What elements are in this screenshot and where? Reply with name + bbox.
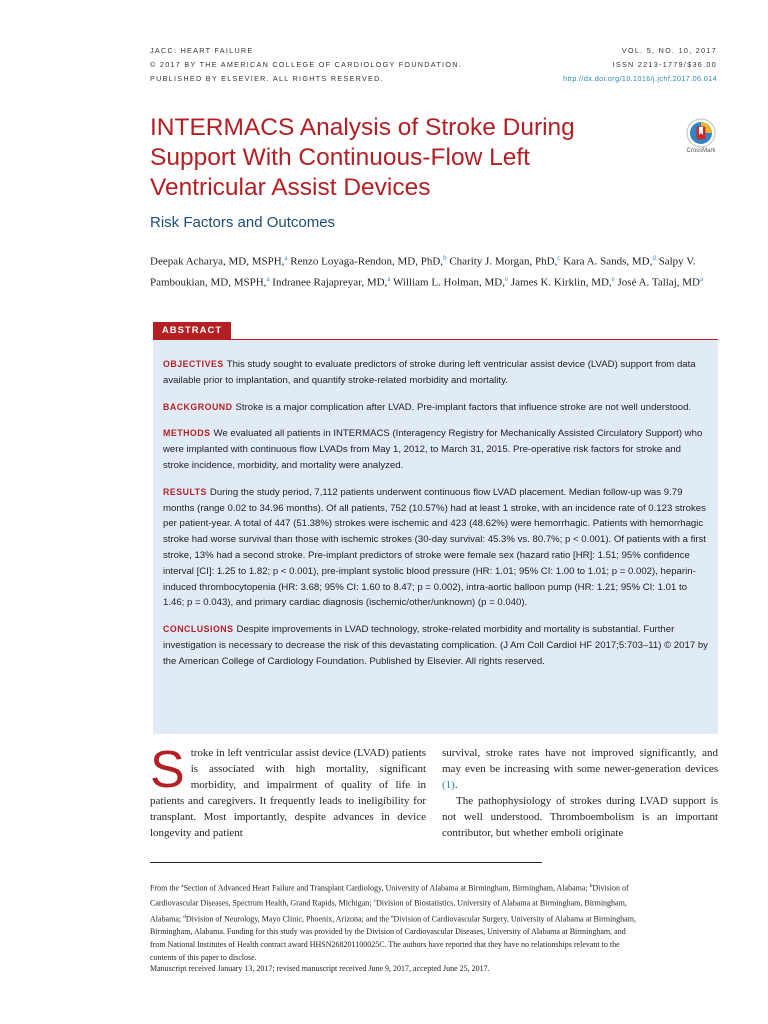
intro-paragraph — [150, 741, 426, 841]
journal-name: JACC: HEART FAILURE — [150, 46, 254, 55]
footnote-lead: From the — [150, 883, 182, 893]
pathophysiology-paragraph: The pathophysiology of strokes during LVAD support is not well understood. Thromboembolism is an important contributor, but whether emboli originate — [442, 794, 718, 839]
author-affiliation-marker[interactable]: e — [611, 274, 615, 283]
volume-line: VOL. 5, NO. 10, 2017 — [621, 46, 717, 55]
abstract-section-label: RESULTS — [163, 486, 207, 497]
intro-continuation — [442, 746, 718, 794]
body-column-left — [150, 741, 426, 841]
author-affiliation-marker[interactable]: d — [652, 254, 656, 262]
abstract-section-background — [163, 400, 708, 416]
copyright-line: © 2017 BY THE AMERICAN COLLEGE OF CARDIOLOGY FOUNDATION. — [150, 60, 463, 69]
abstract-tab: ABSTRACT — [153, 322, 231, 339]
abstract-section-text: Despite improvements in LVAD technology, stroke-related morbidity and mortality is substantial. Further investigation is necessary to decrease the risk of this devastating complication. (J Am Coll Cardiol HF 2017;5:703–11) © 2017 by the American College of Cardiology Foundation. Published by Elsevier. All rights reserved. — [163, 624, 708, 667]
abstract-section-results — [163, 485, 708, 611]
author-name: Charity J. Morgan, PhD, — [449, 255, 558, 268]
author-affiliation-marker[interactable]: e — [504, 274, 509, 283]
abstract-section-conclusions — [163, 622, 708, 669]
abstract-section-label: BACKGROUND — [163, 401, 233, 412]
continuation-text: survival, stroke rates have not improved significantly, and may even be increasing with some newer-generation devices — [442, 747, 718, 775]
article-title: INTERMACS Analysis of Stroke During Support With Continuous-Flow Left Ventricular Assist Devices — [150, 114, 575, 201]
author-affiliation-marker[interactable]: a — [387, 274, 391, 283]
author-affiliation-marker[interactable]: a — [266, 274, 270, 283]
abstract-section-text: During the study period, 7,112 patients underwent continuous flow LVAD placement. Median follow-up was 9.79 months (range 0.02 to 34.96 months). Of all patients, 752 (10.57%) had at least 1 stroke, with an incidence rate of 0.123 strokes per patient-year. A total of 447 (51.38%) strokes were ischemic and 423 (48.62%) were hemorrhagic. Patients with hemorrhagic stroke had worse survival than those with ischemic strokes (30-day survival: 45.3% vs. 80.7%; p < 0.001). Of patients with a first stroke, 13% had a second stroke. Pre-implant predictors of stroke were female sex (hazard ratio [HR]: 1.51; 95% confidence interval [CI]: 1.25 to 1.82; p < 0.001), pre-implant systolic blood pressure (HR: 1.01; 95% CI: 1.00 to 1.01; p = 0.002), heparin-induced thrombocytopenia (HR: 3.68; 95% CI: 1.60 to 8.47; p = 0.002), intra-aortic balloon pump (HR: 1.21; 95% CI: 1.01 to 1.46; p = 0.043), and primary cardiac diagnosis (ischemic/other/unknown) (p = 0.040). — [163, 486, 707, 609]
abstract-section-objectives — [163, 357, 708, 389]
issn-line: ISSN 2213-1779/$36.00 — [612, 60, 717, 69]
affiliation-text: Section of Advanced Heart Failure and Transplant Cardiology, University of Alabama at Birmingham, Birmingham, Alabama; — [183, 883, 590, 893]
sentence-end: . — [454, 778, 458, 791]
author-affiliation-marker[interactable]: a — [699, 274, 704, 283]
crossmark-label: CrossMark — [686, 148, 716, 154]
abstract-section-label: CONCLUSIONS — [163, 624, 234, 635]
affiliation-marker: e — [391, 913, 394, 920]
body-column-right — [442, 746, 718, 841]
affiliation-marker: a — [181, 883, 184, 889]
abstract-section-label: OBJECTIVES — [163, 359, 224, 369]
author-name: Deepak Acharya, MD, MSPH, — [150, 255, 285, 268]
affiliation-footnote — [150, 880, 638, 965]
intro-text: troke in left ventricular assist device (LVAD) patients is associated with high mortality, significant morbidity, and impairment of quality of life in patients and caregivers. It frequently leads to ineligibility for transplant. Most importantly, despite advances in device longevity and patient — [150, 747, 426, 839]
abstract-section-label: METHODS — [163, 428, 211, 439]
drop-cap: S — [150, 741, 185, 799]
affiliation-text: Division of Cardiovascular Surgery, University of Alabama at Birmingham, Birmingham, Alabama. Funding for this study was provided by the Division of Cardiovascular Diseases, University of Alabama at Birmingham, and from National Institutes of Health contract award HHSN268201100025C. The authors have reported that they have no relationships relevant to the contents of this paper to disclose. — [150, 914, 636, 962]
crossmark-icon[interactable] — [686, 118, 716, 148]
article-subtitle: Risk Factors and Outcomes — [150, 214, 336, 231]
author-name: William L. Holman, MD, — [392, 276, 505, 289]
publisher-line: PUBLISHED BY ELSEVIER. ALL RIGHTS RESERVED. — [150, 74, 384, 83]
author-affiliation-marker[interactable]: c — [557, 254, 561, 262]
abstract-section-methods — [163, 426, 708, 473]
abstract-section-text: This study sought to evaluate predictors of stroke during left ventricular assist device (LVAD) support from data available prior to implantation, and quantify stroke-related morbidity and mortality. — [163, 359, 696, 386]
author-name: Indranee Rajapreyar, MD, — [272, 276, 388, 289]
author-affiliation-marker[interactable]: b — [443, 254, 447, 262]
journal-header — [150, 44, 462, 86]
author-affiliation-marker[interactable]: a — [284, 254, 288, 262]
footnote-rule — [150, 862, 542, 863]
author-name: Salpy V. Pamboukian, MD, MSPH, — [150, 255, 696, 289]
author-name: José A. Tallaj, MD — [617, 276, 700, 289]
affiliation-marker: c — [373, 898, 376, 905]
citation-link[interactable]: (1) — [442, 778, 455, 791]
footnote-paragraph — [150, 880, 638, 965]
affiliation-marker: d — [183, 913, 186, 920]
abstract-body — [163, 357, 708, 681]
author-name: Renzo Loyaga-Rendon, MD, PhD, — [290, 255, 444, 268]
doi-link[interactable]: http://dx.doi.org/10.1016/j.jchf.2017.06.014 — [563, 74, 717, 83]
author-list — [150, 250, 720, 291]
issue-info — [563, 44, 717, 86]
affiliation-text: Division of Biostatistics, University of Alabama at Birmingham, Birmingham, Alabama; — [150, 899, 627, 924]
author-name: James K. Kirklin, MD, — [510, 276, 612, 289]
abstract-section-text: Stroke is a major complication after LVAD. Pre-implant factors that influence stroke are not well understood. — [235, 401, 692, 413]
author-name: Kara A. Sands, MD, — [563, 255, 653, 268]
manuscript-dates: Manuscript received January 13, 2017; revised manuscript received June 9, 2017, accepted June 25, 2017. — [150, 964, 490, 973]
affiliation-text: Division of Neurology, Mayo Clinic, Phoenix, Arizona; and the — [185, 914, 392, 924]
affiliation-text: Division of Cardiovascular Diseases, Spectrum Health, Grand Rapids, Michigan; — [150, 883, 629, 909]
abstract-section-text: We evaluated all patients in INTERMACS (Interagency Registry for Mechanically Assisted Circulatory Support) who were implanted with continuous flow LVADs from May 1, 2012, to March 31, 2015. Pre-operative risk factors for stroke and stroke incidence, morbidity, and mortality were analyzed. — [163, 428, 703, 471]
affiliation-marker: b — [589, 883, 593, 889]
